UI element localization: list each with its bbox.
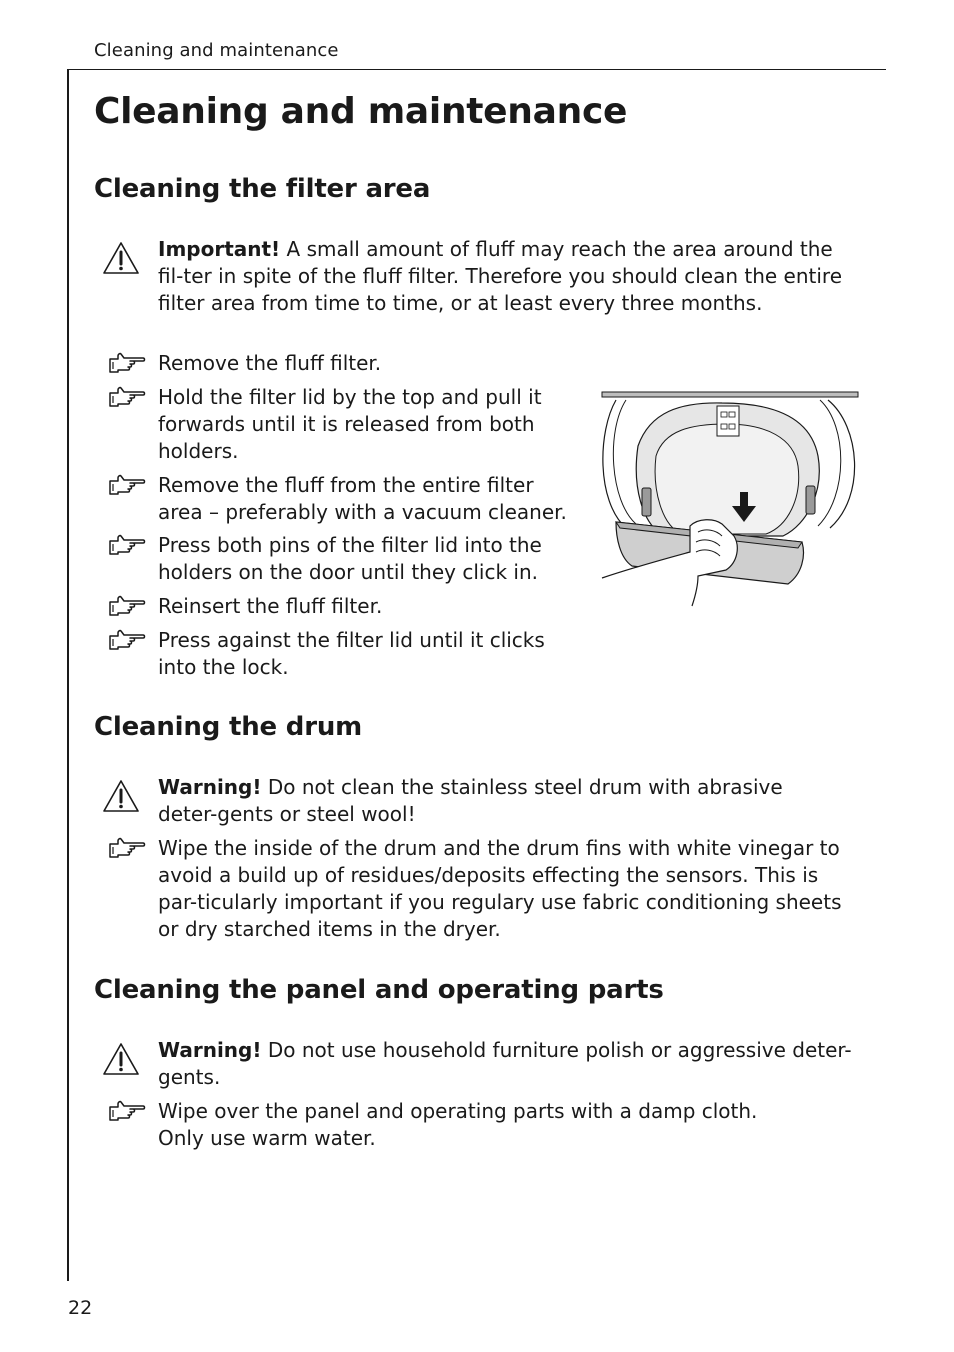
pointing-hand-icon — [108, 385, 146, 411]
panel-step-1 — [158, 1098, 858, 1152]
section-heading-drum: Cleaning the drum — [94, 712, 363, 742]
note-label: Warning! — [158, 1038, 262, 1062]
running-header: Cleaning and maintenance — [94, 40, 339, 61]
filter-step-5: Reinsert the fluff filter. — [158, 594, 383, 618]
drum-warning-note — [158, 774, 848, 828]
panel-warning-note — [158, 1037, 858, 1091]
header-rule — [68, 69, 886, 70]
section-heading-filter: Cleaning the filter area — [94, 174, 431, 204]
warning-triangle-icon — [101, 240, 141, 276]
note-text: Do not use household furniture polish or aggressive deter-gents. — [158, 1038, 852, 1089]
pointing-hand-icon — [108, 628, 146, 654]
page-number: 22 — [68, 1297, 93, 1319]
warning-triangle-icon — [101, 1041, 141, 1077]
drum-step-1: Wipe the inside of the drum and the drum fins with white vinegar to avoid a build up of residues/deposits effecting the sensors. This is par-ticularly important if you regulary use fabric conditioning sheets or dry starched items in the dryer. — [158, 836, 842, 941]
pointing-hand-icon — [108, 473, 146, 499]
filter-step-1: Remove the fluff filter. — [158, 351, 382, 375]
note-text: A small amount of fluff may reach the area around the fil-ter in spite of the fluff filter. Therefore you should clean the entire filter area from time to time, or at least every three months. — [158, 237, 843, 315]
warning-triangle-icon — [101, 778, 141, 814]
section-heading-panel: Cleaning the panel and operating parts — [94, 975, 664, 1005]
filter-step-4: Press both pins of the filter lid into the holders on the door until they click in. — [158, 533, 542, 584]
pointing-hand-icon — [108, 351, 146, 377]
note-label: Important! — [158, 237, 281, 261]
panel-step-line-2: Only use warm water. — [158, 1126, 376, 1150]
filter-lid-removal-illustration — [598, 386, 860, 614]
filter-step-2: Hold the filter lid by the top and pull it forwards until it is released from both holders. — [158, 385, 542, 463]
pointing-hand-icon — [108, 1099, 146, 1125]
margin-rule — [67, 69, 69, 1281]
note-label: Warning! — [158, 775, 262, 799]
page-title: Cleaning and maintenance — [94, 91, 628, 132]
pointing-hand-icon — [108, 533, 146, 559]
filter-step-6: Press against the filter lid until it clicks into the lock. — [158, 628, 545, 679]
pointing-hand-icon — [108, 594, 146, 620]
note-text: Do not clean the stainless steel drum with abrasive deter-gents or steel wool! — [158, 775, 783, 826]
filter-important-note — [158, 236, 858, 317]
filter-step-3: Remove the fluff from the entire filter area – preferably with a vacuum cleaner. — [158, 473, 567, 524]
panel-step-line-1: Wipe over the panel and operating parts with a damp cloth. — [158, 1099, 758, 1123]
pointing-hand-icon — [108, 836, 146, 862]
